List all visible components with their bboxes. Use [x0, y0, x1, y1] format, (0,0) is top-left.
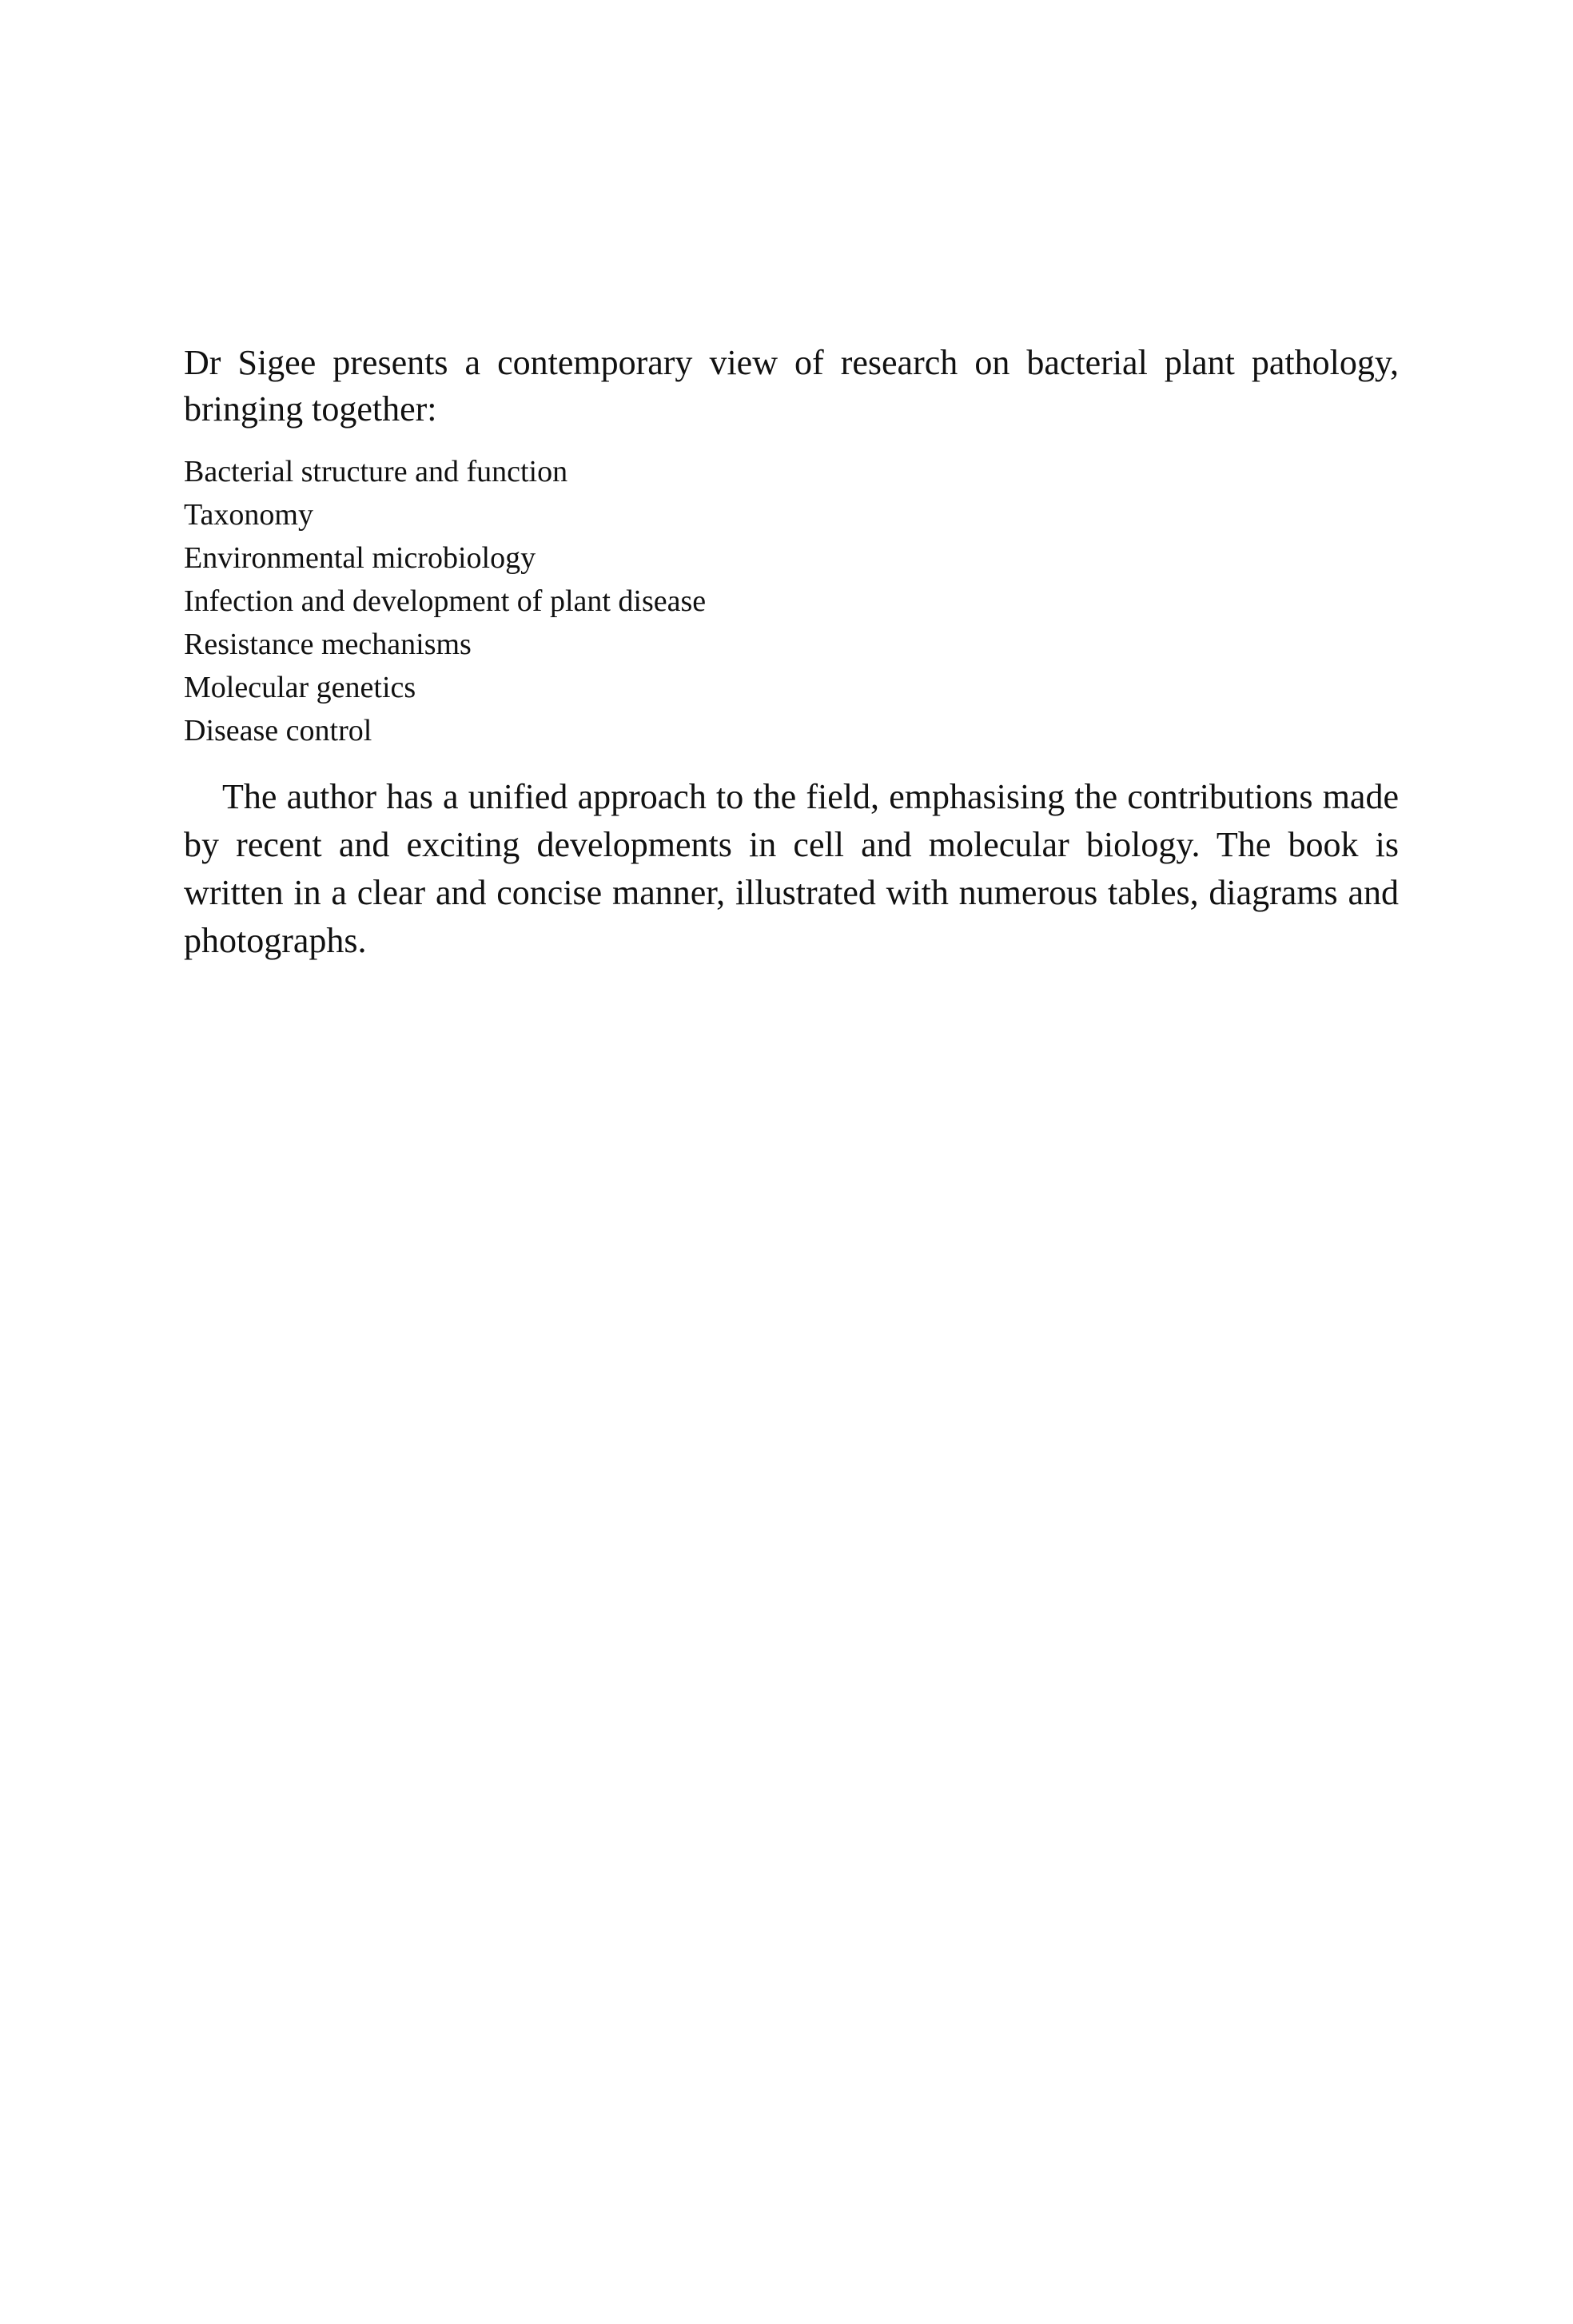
- blurb-text-block: [184, 340, 1399, 965]
- topic-item: Taxonomy: [184, 498, 313, 532]
- topic-item: Infection and development of plant disease: [184, 584, 707, 618]
- topic-item: Disease control: [184, 714, 372, 747]
- topic-item: Molecular genetics: [184, 671, 416, 704]
- topics-list: [184, 450, 1399, 752]
- topic-item: Resistance mechanisms: [184, 628, 472, 661]
- topic-item: Bacterial structure and function: [184, 455, 568, 488]
- summary-paragraph: The author has a unified approach to the field, emphasising the contributions made by recent and exciting developments in cell and molecular biology. The book is written in a clear and concise manner, illustrated with numerous tables, diagrams and photographs.: [184, 777, 1399, 960]
- intro-paragraph: Dr Sigee presents a contemporary view of research on bacterial plant pathology, bringing together:: [184, 343, 1399, 429]
- topic-item: Environmental microbiology: [184, 541, 536, 575]
